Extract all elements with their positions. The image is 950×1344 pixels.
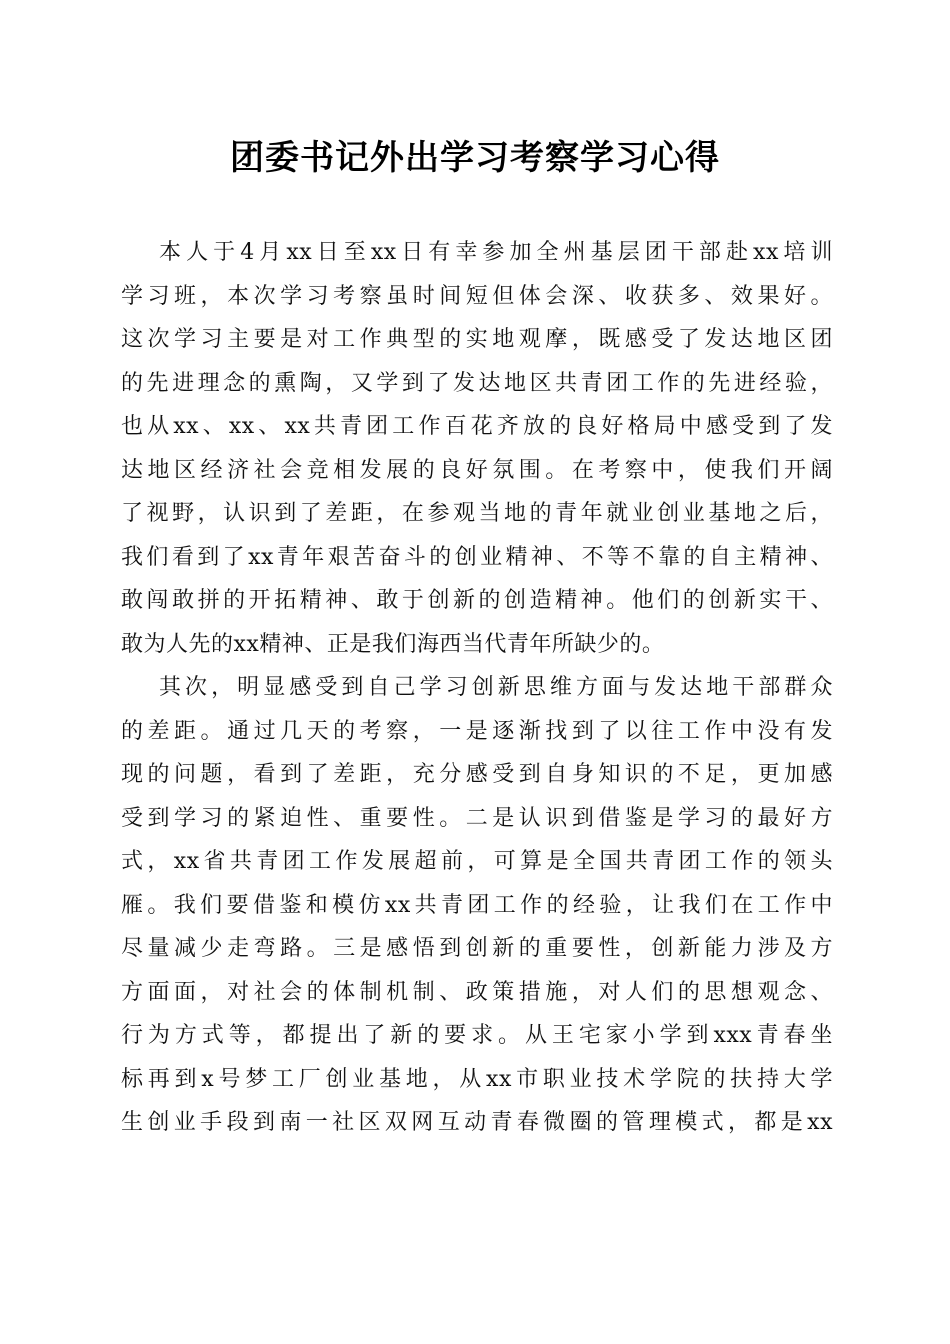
text-line: 了视野，认识到了差距，在参观当地的青年就业创业基地之后， [121, 501, 833, 526]
document-title: 团委书记外出学习考察学习心得 [230, 138, 720, 178]
text-line: 本人于4月xx日至xx日有幸参加全州基层团干部赴xx培训 [159, 240, 833, 265]
text-line: 生创业手段到南一社区双网互动青春微圈的管理模式，都是xx [121, 1110, 833, 1135]
text-line: 现的问题，看到了差距，充分感受到自身知识的不足，更加感 [121, 762, 833, 787]
text-line: 式，xx省共青团工作发展超前，可算是全国共青团工作的领头 [121, 849, 833, 874]
text-line: 也从xx、xx、xx共青团工作百花齐放的良好格局中感受到了发 [121, 414, 833, 439]
text-line: 其次，明显感受到自己学习创新思维方面与发达地干部群众 [159, 675, 833, 700]
text-line: 敢闯敢拼的开拓精神、敢于创新的创造精神。他们的创新实干、 [121, 588, 833, 613]
text-line: 行为方式等，都提出了新的要求。从王宅家小学到xxx青春坐 [121, 1023, 833, 1048]
text-line: 尽量减少走弯路。三是感悟到创新的重要性，创新能力涉及方 [121, 936, 833, 961]
paragraph-1 [121, 231, 833, 666]
document-body [121, 231, 833, 1145]
text-line: 达地区经济社会竞相发展的良好氛围。在考察中，使我们开阔 [121, 457, 833, 483]
text-line: 我们看到了xx青年艰苦奋斗的创业精神、不等不靠的自主精神、 [121, 544, 833, 570]
text-line: 方面面，对社会的体制机制、政策措施，对人们的思想观念、 [121, 979, 833, 1005]
paragraph-2 [121, 666, 833, 1145]
text-line: 学习班，本次学习考察虽时间短但体会深、收获多、效果好。 [121, 283, 833, 309]
text-line: 敢为人先的xx精神、正是我们海西当代青年所缺少的。 [121, 631, 665, 657]
text-line: 的先进理念的熏陶，又学到了发达地区共青团工作的先进经验， [121, 370, 833, 396]
text-line: 这次学习主要是对工作典型的实地观摩，既感受了发达地区团 [121, 327, 833, 352]
text-line: 标再到x号梦工厂创业基地，从xx市职业技术学院的扶持大学 [121, 1066, 833, 1092]
text-line: 受到学习的紧迫性、重要性。二是认识到借鉴是学习的最好方 [121, 805, 833, 831]
text-line: 雁。我们要借鉴和模仿xx共青团工作的经验，让我们在工作中 [121, 892, 833, 918]
text-line: 的差距。通过几天的考察，一是逐渐找到了以往工作中没有发 [121, 718, 833, 744]
